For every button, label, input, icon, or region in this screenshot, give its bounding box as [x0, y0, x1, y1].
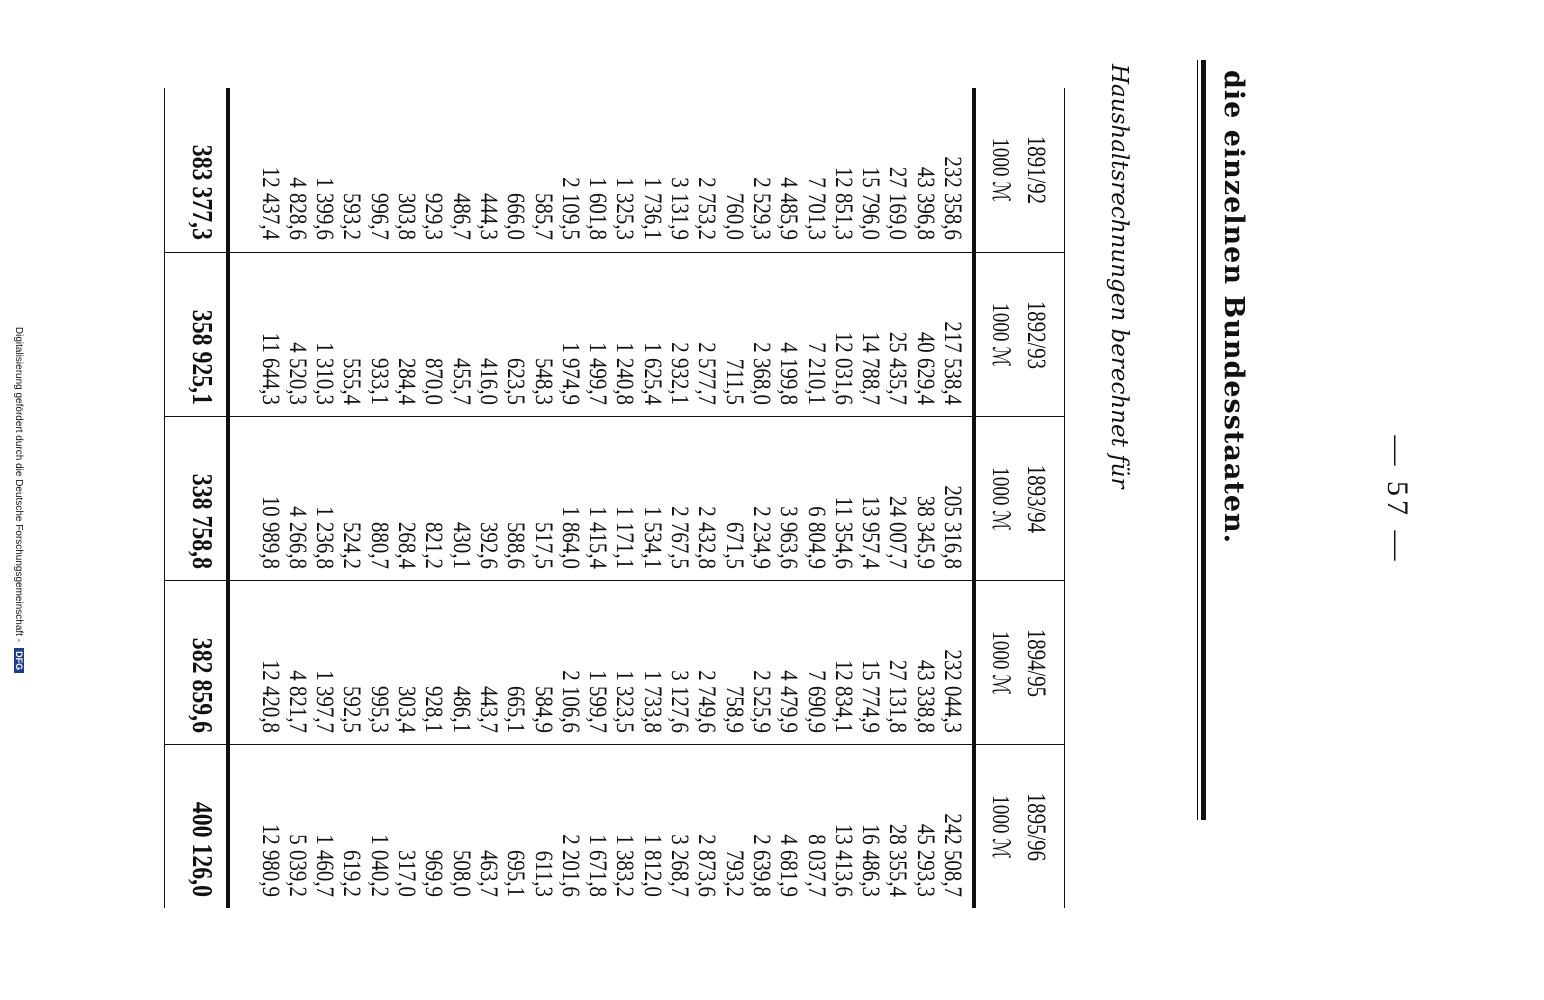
table-cell: 1 599,7: [584, 670, 614, 733]
table-cell: 666,0: [502, 192, 532, 240]
table-cell: 665,1: [502, 685, 532, 733]
column-unit-header: 1000 ℳ: [987, 467, 1013, 531]
table-cell: 4 681,9: [775, 834, 805, 897]
table-cell: 12 980,9: [256, 823, 286, 897]
table-cell: 28 355,4: [884, 823, 914, 897]
column-values: [257, 813, 967, 897]
table-cell: 555,4: [338, 357, 368, 405]
table-column: [165, 252, 1065, 417]
table-cell: 870,0: [420, 357, 450, 405]
digitization-footer: [13, 0, 24, 1000]
column-values: [257, 649, 967, 733]
table-cell: 995,3: [365, 685, 395, 733]
table-cell: 1 736,1: [638, 177, 668, 240]
table-cell: 1 236,8: [311, 506, 341, 569]
table-cell: 45 293,3: [911, 823, 941, 897]
table-cell: 548,3: [529, 357, 559, 405]
table-cell: 933,1: [365, 357, 395, 405]
table-cell: 585,7: [529, 192, 559, 240]
column-total: 358 925,1: [186, 309, 217, 405]
table-cell: 303,4: [393, 685, 423, 733]
table-cell: 821,2: [420, 521, 450, 569]
table-cell: 2 201,6: [556, 834, 586, 897]
table-cell: 27 169,0: [884, 166, 914, 240]
table-column: [165, 580, 1065, 745]
table-cell: 2 753,2: [693, 177, 723, 240]
table-cell: 4 266,8: [283, 506, 313, 569]
table-cell: 2 106,6: [556, 670, 586, 733]
table-cell: 25 435,7: [884, 331, 914, 405]
table-cell: 12 437,4: [256, 166, 286, 240]
table-cell: 584,9: [529, 685, 559, 733]
table-cell: 1 415,4: [584, 506, 614, 569]
column-values: [257, 321, 967, 405]
column-year-header: 1894/95: [1022, 628, 1051, 698]
table-cell: 4 821,7: [283, 670, 313, 733]
table-cell: 14 788,7: [857, 331, 887, 405]
table-cell: 217 538,4: [939, 321, 968, 405]
table-cell: 416,0: [474, 357, 504, 405]
table-column: [165, 88, 1065, 252]
table-cell: 1 323,5: [611, 670, 641, 733]
table-cell: 1 625,4: [638, 342, 668, 405]
column-values: [257, 156, 967, 240]
table-cell: 1 397,7: [311, 670, 341, 733]
table-cell: 12 031,6: [829, 331, 859, 405]
section-heading: die einzelnen Bundesstaaten.: [1218, 70, 1249, 545]
table-cell: 1 040,2: [365, 834, 395, 897]
table-cell: 2 639,8: [747, 834, 777, 897]
table-cell: 205 316,8: [939, 485, 968, 569]
table-cell: 758,9: [720, 685, 750, 733]
table-cell: 711,5: [720, 358, 750, 405]
table-cell: 695,1: [502, 849, 532, 897]
budget-table: [55, 88, 1065, 908]
table-cell: 3 131,9: [666, 177, 696, 240]
table-cell: 1 325,3: [611, 177, 641, 240]
table-cell: 760,0: [720, 192, 750, 240]
table-cell: 611,3: [529, 850, 559, 897]
column-total: 338 758,8: [186, 473, 217, 569]
table-cell: 2 767,5: [666, 506, 696, 569]
table-cell: 2 529,3: [747, 177, 777, 240]
column-unit-header: 1000 ℳ: [987, 303, 1013, 367]
table-cell: 2 749,6: [693, 670, 723, 733]
table-cell: 2 432,8: [693, 506, 723, 569]
table-cell: 8 037,7: [802, 834, 832, 897]
table-cell: 671,5: [720, 521, 750, 569]
table-cell: 4 199,8: [775, 342, 805, 405]
table-cell: 880,7: [365, 521, 395, 569]
table-cell: 463,7: [474, 849, 504, 897]
table-cell: 24 007,7: [884, 495, 914, 569]
table-cell: 6 804,9: [802, 506, 832, 569]
column-year-header: 1891/92: [1022, 135, 1051, 205]
table-cell: 593,2: [338, 192, 368, 240]
table-cell: 455,7: [447, 357, 477, 405]
table-cell: 4 479,9: [775, 670, 805, 733]
table-cell: 12 834,1: [829, 659, 859, 733]
table-cell: 486,7: [447, 192, 477, 240]
table-cell: 1 812,0: [638, 834, 668, 897]
table-cell: 486,1: [447, 685, 477, 733]
table-cell: 12 420,8: [256, 659, 286, 733]
table-cell: 2 873,6: [693, 834, 723, 897]
table-cell: 7 210,1: [802, 342, 832, 405]
table-cell: 2 932,1: [666, 342, 696, 405]
column-year-header: 1892/93: [1022, 300, 1051, 370]
table-cell: 508,0: [447, 849, 477, 897]
table-cell: 3 127,6: [666, 670, 696, 733]
column-total: 400 126,0: [186, 801, 217, 897]
column-total: 382 859,6: [186, 637, 217, 733]
table-cell: 1 399,6: [311, 177, 341, 240]
table-cell: 284,4: [393, 357, 423, 405]
table-cell: 13 957,4: [857, 495, 887, 569]
table-cell: 303,8: [393, 192, 423, 240]
table-cell: 588,6: [502, 521, 532, 569]
table-cell: 268,4: [393, 521, 423, 569]
table-cell: 43 338,8: [911, 659, 941, 733]
table-cell: 1 534,1: [638, 506, 668, 569]
table-cell: 232 044,3: [939, 649, 968, 733]
table-cell: 4 520,3: [283, 342, 313, 405]
table-column: [165, 416, 1065, 581]
table-cell: 12 851,3: [829, 166, 859, 240]
table-cell: 1 171,1: [611, 506, 641, 569]
table-cell: 7 701,3: [802, 177, 832, 240]
table-cell: 929,3: [420, 192, 450, 240]
table-subheading: Haushaltsrechnungen berechnet für: [1106, 64, 1132, 489]
table-cell: 3 268,7: [666, 834, 696, 897]
table-cell: 1 601,8: [584, 177, 614, 240]
table-cell: 2 525,9: [747, 670, 777, 733]
table-cell: 444,3: [474, 192, 504, 240]
table-cell: 392,6: [474, 521, 504, 569]
column-year-header: 1893/94: [1022, 464, 1051, 534]
heading-rule: [1197, 60, 1206, 820]
table-cell: 40 629,4: [911, 331, 941, 405]
table-cell: 1 974,9: [556, 342, 586, 405]
table-cell: 27 131,8: [884, 659, 914, 733]
column-unit-header: 1000 ℳ: [987, 631, 1013, 695]
table-cell: 11 354,6: [829, 496, 859, 569]
table-cell: 1 310,3: [311, 342, 341, 405]
table-cell: 996,7: [365, 192, 395, 240]
table-cell: 15 796,0: [857, 166, 887, 240]
table-cell: 317,0: [393, 849, 423, 897]
page-number: — 57 —: [1381, 435, 1414, 565]
table-cell: 232 358,6: [939, 156, 968, 240]
table-cell: 3 963,6: [775, 506, 805, 569]
table-column: [165, 744, 1065, 909]
table-cell: 1 460,7: [311, 834, 341, 897]
table-cell: 13 413,6: [829, 823, 859, 897]
table-cell: 2 109,5: [556, 177, 586, 240]
table-cell: 7 690,9: [802, 670, 832, 733]
table-cell: 5 039,2: [283, 834, 313, 897]
column-values: [257, 485, 967, 569]
footer-text: Digitalisierung gefördert durch die Deutsche Forschungsgemeinschaft -: [13, 326, 24, 643]
table-cell: 4 485,9: [775, 177, 805, 240]
column-total: 383 377,3: [186, 144, 217, 240]
table-cell: 2 368,0: [747, 342, 777, 405]
table-cell: 4 828,6: [283, 177, 313, 240]
table-cell: 10 989,8: [256, 495, 286, 569]
table-cell: 11 644,3: [256, 332, 286, 405]
column-unit-header: 1000 ℳ: [987, 138, 1013, 202]
table-cell: 2 577,7: [693, 342, 723, 405]
table-cell: 443,7: [474, 685, 504, 733]
column-year-header: 1895/96: [1022, 792, 1051, 862]
table-cell: 524,2: [338, 521, 368, 569]
table-cell: 430,1: [447, 521, 477, 569]
table-cell: 38 345,9: [911, 495, 941, 569]
dfg-logo: DFG: [14, 648, 24, 673]
table-cell: 928,1: [420, 685, 450, 733]
table-cell: 969,9: [420, 849, 450, 897]
table-cell: 619,2: [338, 849, 368, 897]
table-cell: 517,5: [529, 521, 559, 569]
table-cell: 1 240,8: [611, 342, 641, 405]
table-cell: 1 671,8: [584, 834, 614, 897]
column-unit-header: 1000 ℳ: [987, 795, 1013, 859]
table-cell: 592,5: [338, 685, 368, 733]
table-cell: 1 499,7: [584, 342, 614, 405]
table-cell: 1 733,8: [638, 670, 668, 733]
table-cell: 43 396,8: [911, 166, 941, 240]
table-cell: 16 486,3: [857, 823, 887, 897]
table-cell: 1 383,2: [611, 834, 641, 897]
table-cell: 1 864,0: [556, 506, 586, 569]
table-cell: 15 774,9: [857, 659, 887, 733]
table-cell: 623,5: [502, 357, 532, 405]
table-cell: 793,2: [720, 849, 750, 897]
table-cell: 242 508,7: [939, 813, 968, 897]
table-cell: 2 234,9: [747, 506, 777, 569]
